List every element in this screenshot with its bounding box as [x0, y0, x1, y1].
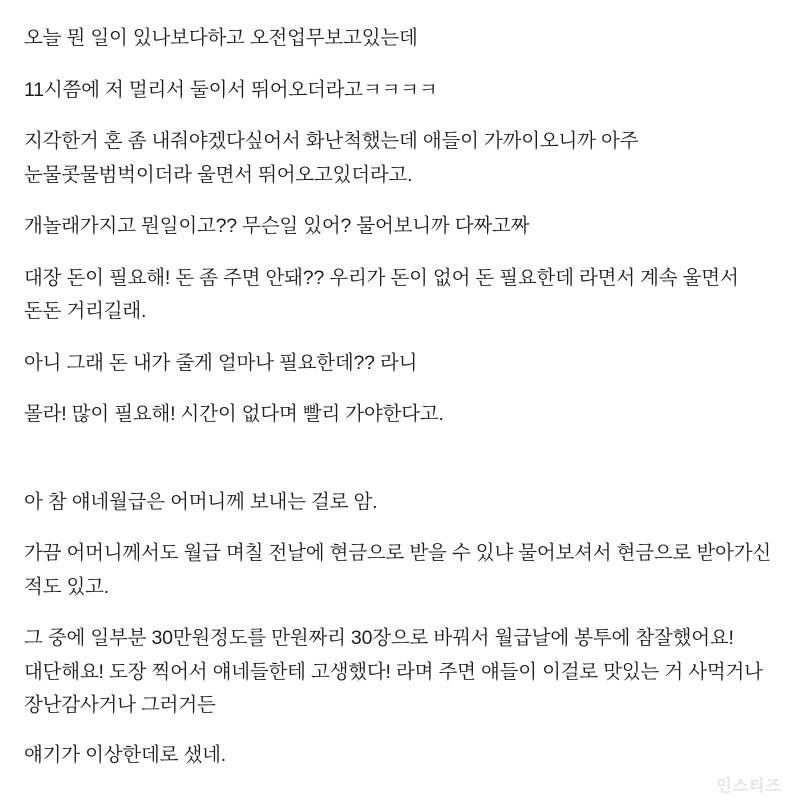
paragraph-9: 가끔 어머니께서도 월급 며칠 전날에 현금으로 받을 수 있냐 물어보셔서 현금으로 받아가신 적도 있고. [24, 542, 771, 598]
paragraph-11: 얘기가 이상한데로 샜네. [24, 743, 227, 766]
section-spacer [24, 450, 776, 486]
paragraph-4: 개놀래가지고 뭔일이고?? 무슨일 있어? 물어보니까 다짜고짜 [24, 215, 530, 238]
site-watermark: 인스티즈 [716, 778, 782, 795]
paragraph-3: 지각한거 혼 좀 내줘야겠다싶어서 화난척했는데 애들이 가까이오니까 아주 눈물콧물범벅이더라 울면서 뛰어오고있더라고. [24, 130, 639, 186]
paragraph-8: 아 참 얘네월급은 어머니께 보내는 걸로 암. [24, 490, 378, 513]
paragraph-1: 오늘 뭔 일이 있나보다하고 오전업무보고있는데 [24, 27, 418, 49]
paragraph-6: 아니 그래 돈 내가 줄게 얼마나 필요한데?? 라니 [24, 351, 418, 374]
paragraph-10: 그 중에 일부분 30만원정도를 만원짜리 30장으로 바꿔서 월급날에 봉투에 참잘했어요! 대단해요! 도장 찍어서 얘네들한테 고생했다! 라며 주면 얘들이 이걸로 맛있는 거 사먹거나 장난감사거나 그러거든 [24, 627, 763, 717]
paragraph-2: 11시쯤에 저 멀리서 둘이서 뛰어오더라고ㅋㅋㅋㅋ [24, 78, 438, 101]
paragraph-7: 몰라! 많이 필요해! 시간이 없다며 빨리 가야한다고. [24, 403, 444, 426]
paragraph-5: 대장 돈이 필요해! 돈 좀 주면 안돼?? 우리가 돈이 없어 돈 필요한데 라면서 계속 울면서 돈돈 거리길래. [24, 266, 739, 323]
